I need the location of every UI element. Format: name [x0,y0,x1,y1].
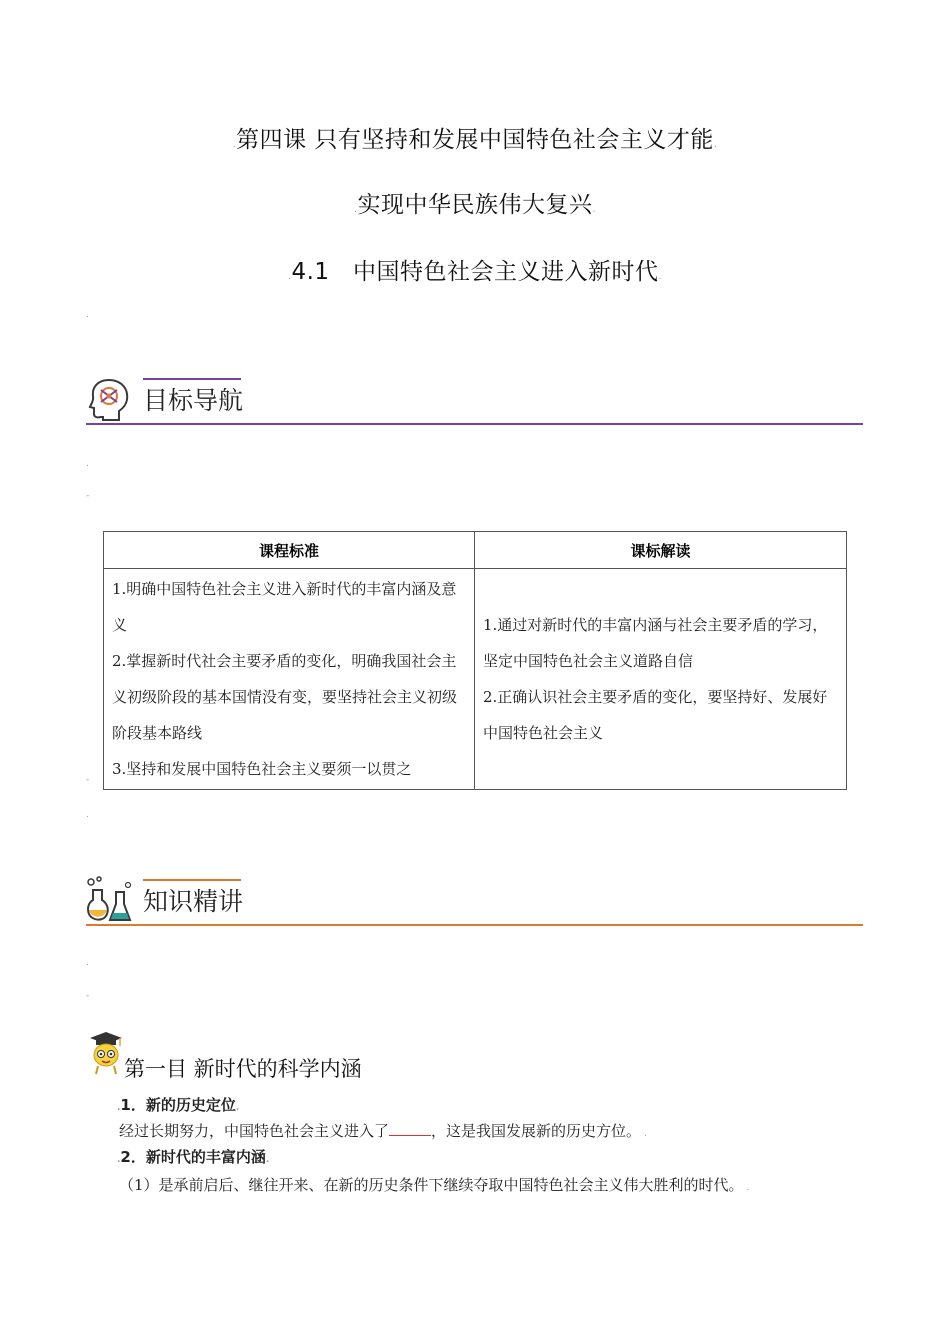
section-accent-line [143,879,241,881]
subsection-title: 第一目 新时代的科学内涵 [124,1057,362,1081]
section-title: 目标导航 [143,386,244,415]
table-row [104,569,847,790]
list-item: 2.掌握新时代社会主要矛盾的变化，明确我国社会主义初级阶段的基本国情没有变，要坚持社会主义初级阶段基本路线 [112,652,458,742]
table-header-row [104,532,847,569]
empty-paragraph-mark: - [86,491,90,501]
paragraph-mark: . [713,140,718,150]
paragraph-mark: . [592,205,596,215]
paragraph-mark: . [265,1155,270,1165]
section-accent-line [143,378,241,380]
lesson-subtitle: .4.1 中国特色社会主义进入新时代. [288,259,662,285]
interpretation-cell [475,569,847,790]
paragraph-mark: . [235,1103,240,1113]
paragraph-mark: . [117,1155,121,1165]
point-heading: .2．新时代的丰富内涵. [117,1148,270,1166]
section-header-goals [86,365,863,425]
empty-paragraph-mark: . [86,810,89,820]
doc-title-line-1: .第四课 只有坚持和发展中国特色社会主义才能. [232,127,718,153]
list-item: 1.明确中国特色社会主义进入新时代的丰富内涵及意义 [112,580,457,634]
doc-title-line-2: .实现中华民族伟大复兴. [354,192,596,218]
graduate-mascot-icon [86,1030,126,1076]
point-text: 经过长期努力，中国特色社会主义进入了 ，这是我国发展新的历史方位。 . [119,1122,647,1140]
paragraph-mark: . [658,272,662,282]
table-header-cell: 课标解读 [475,532,847,569]
point-heading: .1．新的历史定位. [117,1096,240,1114]
section-title: 知识精讲 [143,887,244,916]
fill-in-blank[interactable] [389,1121,431,1136]
table-header-cell: 课程标准 [104,532,475,569]
empty-paragraph-mark: . [86,310,89,320]
list-item: 1.通过对新时代的丰富内涵与社会主要矛盾的学习，坚定中国特色社会主义道路自信 [483,616,828,670]
paragraph-mark: . [743,1183,750,1193]
empty-paragraph-mark: . [86,459,89,469]
paragraph-mark: . [232,140,237,150]
empty-paragraph-mark: - [86,991,90,1001]
paragraph-mark: . [117,1103,121,1113]
point-text: （1）是承前启后、继往开来、在新的历史条件下继续夺取中国特色社会主义伟大胜利的时代。 . [119,1176,750,1194]
section-header-knowledge [86,866,863,926]
section-divider [86,423,863,425]
standards-cell [104,569,475,790]
lab-flask-icon [86,876,132,924]
empty-paragraph-mark: . [86,958,89,968]
section-divider [86,924,863,926]
paragraph-mark: . [288,272,292,282]
empty-paragraph-mark: - [86,775,90,785]
paragraph-mark: . [354,205,358,215]
brain-head-icon [88,377,130,421]
paragraph-mark: . [641,1129,647,1139]
curriculum-standards-table [103,531,847,790]
list-item: 3.坚持和发展中国特色社会主义要须一以贯之 [112,760,412,778]
list-item: 2.正确认识社会主要矛盾的变化，要坚持好、发展好中国特色社会主义 [483,688,828,742]
